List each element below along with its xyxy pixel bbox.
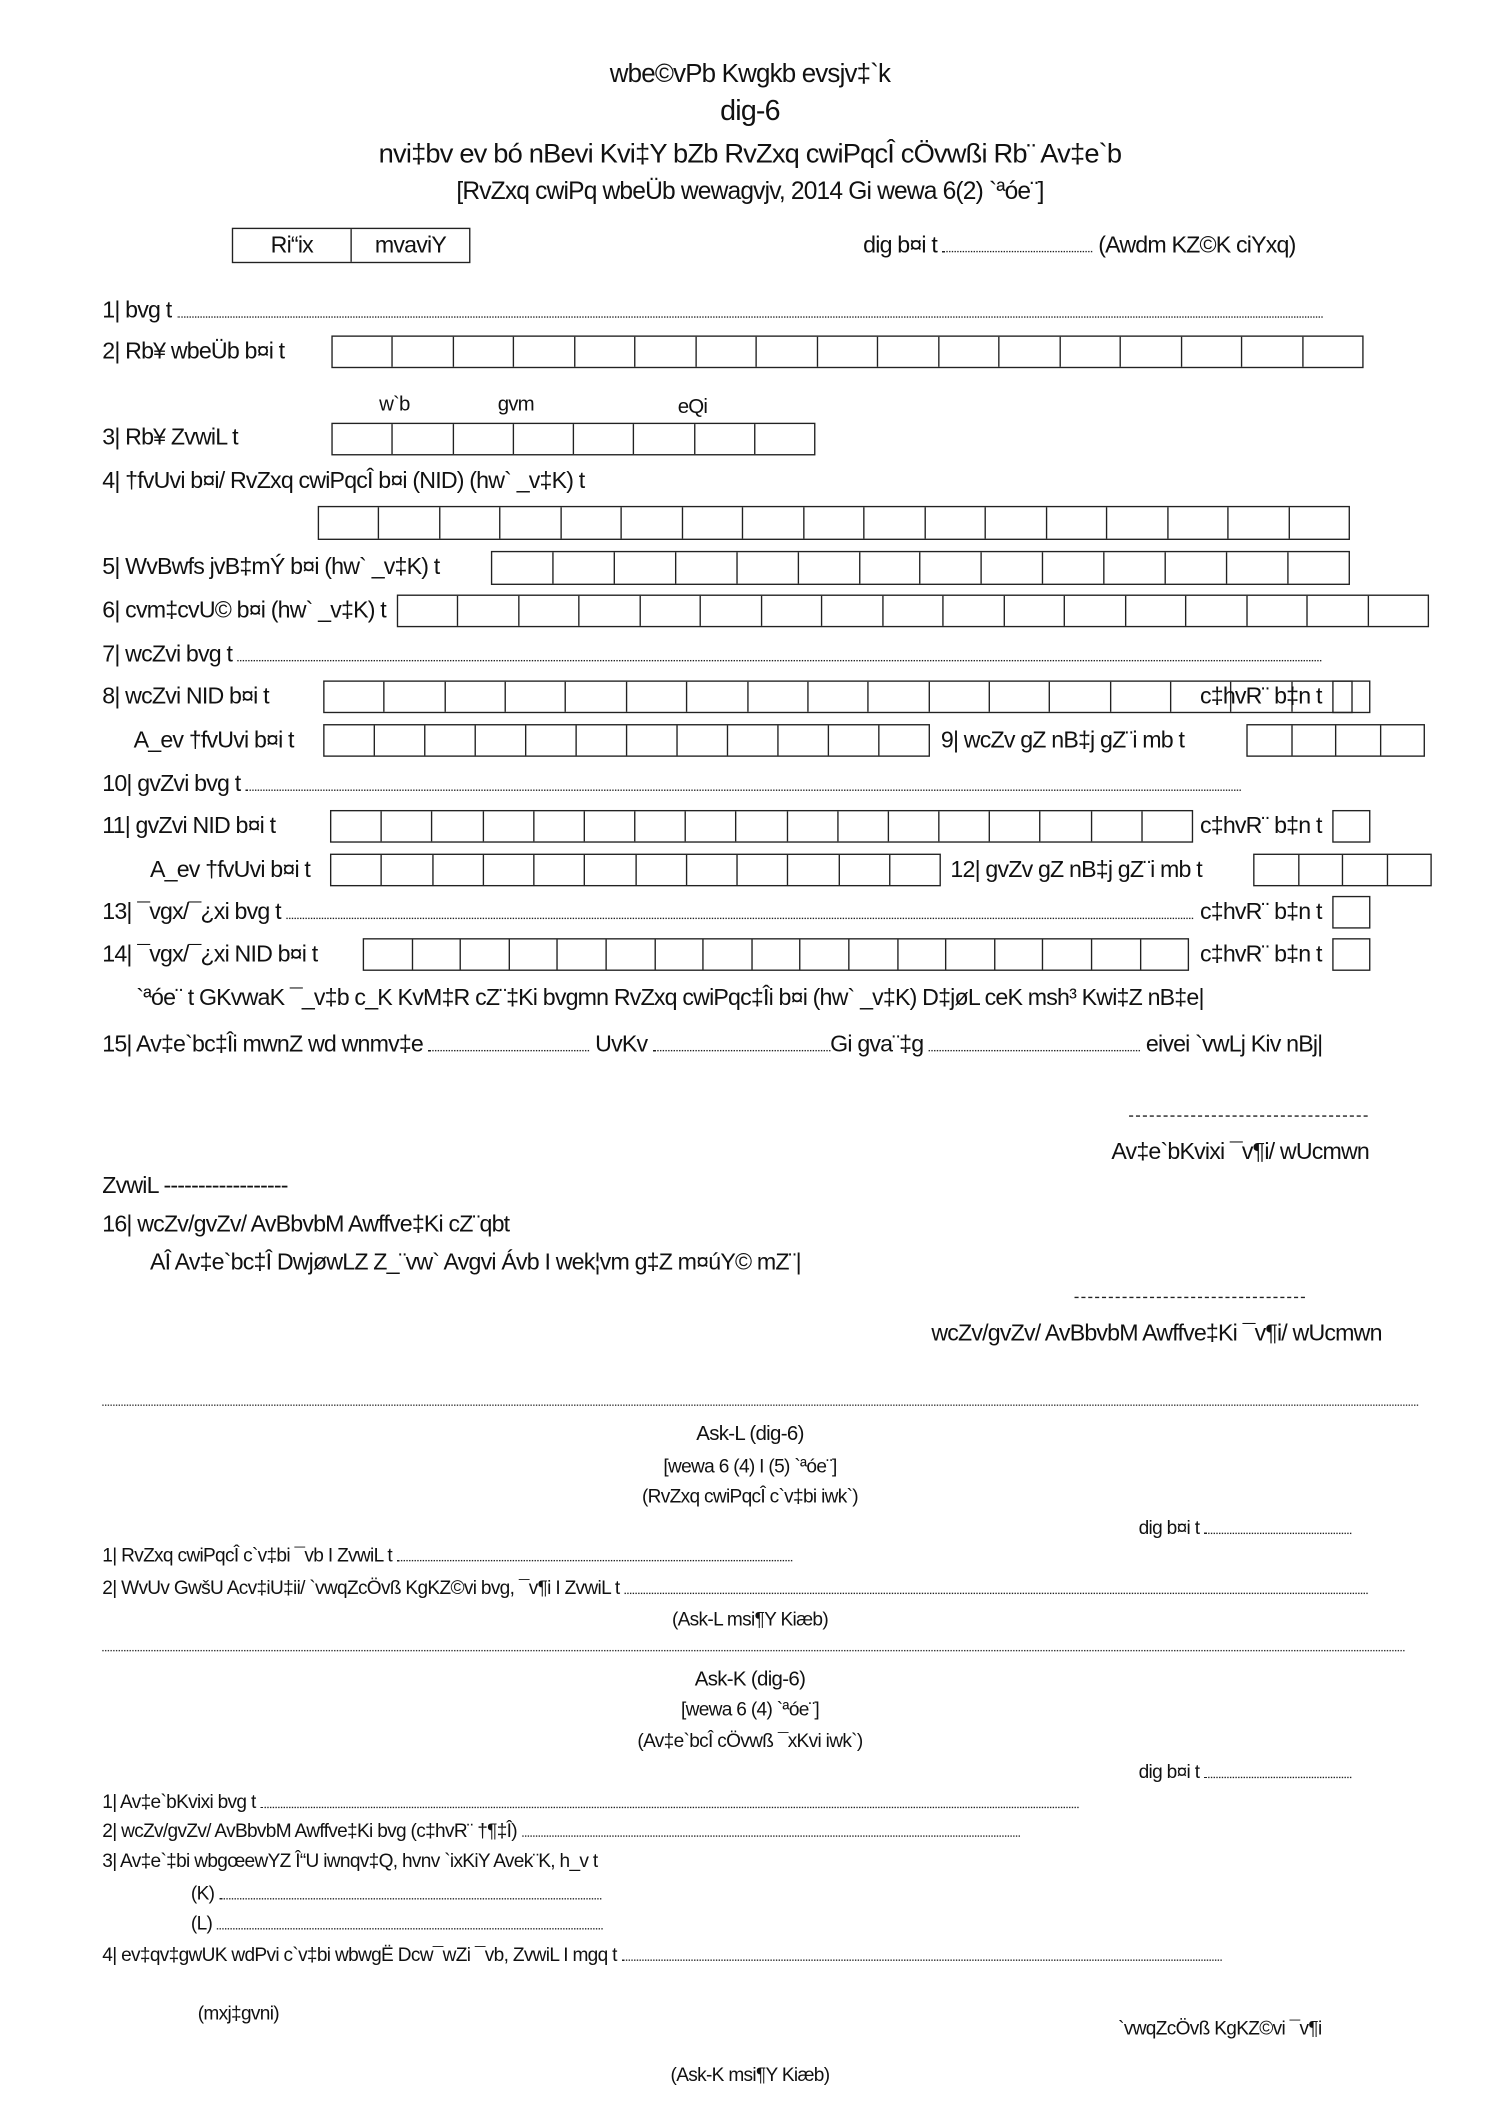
digit-box[interactable] bbox=[413, 940, 462, 970]
digit-box[interactable] bbox=[1387, 855, 1430, 885]
digit-box[interactable] bbox=[425, 725, 475, 755]
label: 4| ev‡qv‡gwUK wdPvi c`v‡bi wbwgË Dcw¯wZi ¯vb, ZvwiL I mgq t bbox=[102, 1943, 617, 1965]
digit-box[interactable] bbox=[1299, 855, 1343, 885]
father-death-year-boxes[interactable] bbox=[1246, 724, 1425, 757]
digit-box[interactable] bbox=[1105, 552, 1166, 583]
digit-box[interactable] bbox=[380, 507, 441, 538]
part-ka-item3b bbox=[191, 1909, 603, 1936]
digit-box[interactable] bbox=[382, 855, 433, 885]
input[interactable] bbox=[219, 1879, 601, 1899]
digit-box[interactable] bbox=[704, 940, 753, 970]
digit-box[interactable] bbox=[393, 424, 453, 454]
father-name-input[interactable] bbox=[238, 641, 1322, 661]
digit-box[interactable] bbox=[737, 811, 788, 841]
digit-box[interactable] bbox=[823, 596, 884, 626]
digit-box[interactable] bbox=[627, 682, 687, 712]
field-father-name bbox=[102, 641, 1322, 668]
digit-box[interactable] bbox=[325, 682, 385, 712]
field-mother-name bbox=[102, 770, 1241, 797]
digit-box[interactable] bbox=[510, 940, 559, 970]
applicant-signature-label: Av‡e`bKvixi ¯v¶i/ wUcmwn bbox=[1111, 1138, 1370, 1165]
not-applicable-label: c‡hvR¨ b‡n t bbox=[1199, 898, 1322, 925]
digit-box[interactable] bbox=[1047, 507, 1108, 538]
digit-box[interactable] bbox=[986, 507, 1047, 538]
input[interactable] bbox=[621, 1940, 1221, 1960]
digit-box[interactable] bbox=[519, 596, 580, 626]
digit-box[interactable] bbox=[683, 507, 744, 538]
digit-box[interactable] bbox=[1368, 596, 1427, 626]
digit-box[interactable] bbox=[476, 725, 526, 755]
digit-box[interactable] bbox=[580, 596, 641, 626]
digit-box[interactable] bbox=[1041, 811, 1092, 841]
digit-box[interactable] bbox=[454, 337, 515, 367]
digit-box[interactable] bbox=[622, 507, 683, 538]
digit-box[interactable] bbox=[808, 682, 868, 712]
digit-box[interactable] bbox=[501, 507, 562, 538]
digit-box[interactable] bbox=[686, 811, 737, 841]
digit-box[interactable] bbox=[459, 596, 520, 626]
digit-box[interactable] bbox=[331, 855, 382, 885]
mother-nid-boxes[interactable] bbox=[330, 810, 1193, 843]
mother-not-applicable-checkbox[interactable] bbox=[1332, 810, 1370, 843]
digit-box[interactable] bbox=[566, 682, 626, 712]
month-label: gvm bbox=[497, 392, 534, 416]
digit-box[interactable] bbox=[788, 811, 839, 841]
payment-method-input[interactable] bbox=[653, 1031, 830, 1051]
mother-name-input[interactable] bbox=[246, 770, 1241, 790]
digit-box[interactable] bbox=[514, 424, 574, 454]
fee-line bbox=[102, 1031, 1322, 1058]
not-applicable-label: c‡hvR¨ b‡n t bbox=[1199, 683, 1322, 710]
digit-box[interactable] bbox=[940, 811, 991, 841]
digit-box[interactable] bbox=[880, 725, 929, 755]
nid-label: 4| †fvUvi b¤i/ RvZxq cwiPqcÎ b¤i (NID) (hw` _v‡K) t bbox=[102, 467, 585, 494]
serial-input[interactable] bbox=[1204, 1758, 1351, 1778]
applicant-signature-line bbox=[1129, 1115, 1368, 1116]
form-title: nvi‡bv ev bó nBevi Kvi‡Y bZb RvZxq cwiPqcÎ cÖvwßi Rb¨ Av‡e`b bbox=[378, 139, 1122, 170]
digit-box[interactable] bbox=[789, 855, 840, 885]
serial-input[interactable] bbox=[1204, 1514, 1351, 1534]
digit-box[interactable] bbox=[889, 811, 940, 841]
digit-box[interactable] bbox=[325, 725, 375, 755]
label: 13| ¯vgx/¯¿xi bvg t bbox=[102, 898, 281, 925]
part-kha-subtitle: (RvZxq cwiPqcÎ c`v‡bi iwk`) bbox=[641, 1484, 858, 1507]
digit-box[interactable] bbox=[515, 337, 576, 367]
digit-box[interactable] bbox=[1000, 337, 1061, 367]
rule-reference: [RvZxq cwiPq wbeÜb wewagvjv, 2014 Gi wewa 6(2) `ªóe¨] bbox=[456, 177, 1044, 205]
digit-box[interactable] bbox=[804, 507, 865, 538]
digit-box[interactable] bbox=[829, 725, 879, 755]
driving-license-boxes[interactable] bbox=[491, 551, 1350, 585]
fee-amount-input[interactable] bbox=[429, 1031, 590, 1051]
name-input[interactable] bbox=[177, 297, 1322, 317]
input[interactable] bbox=[260, 1788, 1078, 1808]
passport-label: 6| cvm‡cvU© b¤i (hw` _v‡K) t bbox=[102, 597, 386, 624]
digit-box[interactable] bbox=[1343, 855, 1387, 885]
note-text: `ªóe¨ t GKvwaK ¯_v‡b c_K KvM‡R cZ¨‡Ki bvgmn RvZxq cwiPqc‡Îi b¤i (hw` _v‡K) D‡jøL ceK msh³ Kwi‡Z nB‡e| bbox=[136, 984, 1204, 1011]
input[interactable] bbox=[522, 1816, 1020, 1836]
label: 1| RvZxq cwiPqcÎ c`v‡bi ¯vb I ZvwiL t bbox=[102, 1543, 393, 1566]
digit-box[interactable] bbox=[939, 337, 1000, 367]
spouse-nid-label: 14| ¯vgx/¯¿xi NID b¤i t bbox=[102, 940, 318, 967]
digit-box[interactable] bbox=[995, 940, 1044, 970]
spouse-nid-not-applicable-checkbox[interactable] bbox=[1332, 938, 1370, 971]
digit-box[interactable] bbox=[921, 552, 982, 583]
label: 2| WvUv GwšU Acv‡iU‡ii/ `vwqZcÖvß KgKZ©vi bvg, ¯v¶i I ZvwiL t bbox=[102, 1576, 620, 1599]
deposited-label: eivei `vwLj Kiv nBj| bbox=[1145, 1030, 1323, 1057]
digit-box[interactable] bbox=[929, 682, 989, 712]
birth-reg-boxes[interactable] bbox=[331, 335, 1363, 368]
part-ka-item3: 3| Av‡e`‡bi wbgœewYZ Î“U iwnqv‡Q, hvnv `ixKiY Avek¨K, h_v t bbox=[102, 1849, 598, 1871]
digit-box[interactable] bbox=[636, 855, 687, 885]
birth-date-label: 3| Rb¥ ZvwiL t bbox=[102, 424, 238, 450]
digit-box[interactable] bbox=[701, 596, 762, 626]
mother-death-year-boxes[interactable] bbox=[1253, 854, 1432, 887]
part-kha-keep-note: (Ask-L msi¶Y Kiæb) bbox=[671, 1607, 829, 1630]
digit-box[interactable] bbox=[1289, 552, 1349, 583]
digit-box[interactable] bbox=[990, 682, 1050, 712]
digit-box[interactable] bbox=[1060, 337, 1121, 367]
digit-box[interactable] bbox=[577, 725, 627, 755]
digit-box[interactable] bbox=[1050, 682, 1110, 712]
digit-box[interactable] bbox=[1248, 725, 1292, 755]
digit-box[interactable] bbox=[860, 552, 921, 583]
father-death-year-label: 9| wcZv gZ nB‡j gZ¨i mb t bbox=[940, 726, 1185, 753]
digit-box[interactable] bbox=[1121, 337, 1182, 367]
digit-box[interactable] bbox=[636, 337, 697, 367]
label: 1| Av‡e`bKvixi bvg t bbox=[102, 1790, 256, 1813]
part-ka-item1 bbox=[102, 1788, 1078, 1815]
digit-box[interactable] bbox=[461, 940, 510, 970]
digit-box[interactable] bbox=[839, 855, 890, 885]
digit-box[interactable] bbox=[364, 940, 413, 970]
digit-box[interactable] bbox=[1247, 596, 1308, 626]
digit-box[interactable] bbox=[398, 596, 459, 626]
digit-box[interactable] bbox=[728, 725, 778, 755]
father-not-applicable-checkbox[interactable] bbox=[1332, 680, 1370, 713]
digit-box[interactable] bbox=[526, 725, 576, 755]
digit-box[interactable] bbox=[1242, 337, 1303, 367]
digit-box[interactable] bbox=[1336, 725, 1380, 755]
digit-box[interactable] bbox=[641, 596, 702, 626]
digit-box[interactable] bbox=[865, 507, 926, 538]
spouse-nid-boxes[interactable] bbox=[363, 938, 1189, 971]
digit-box[interactable] bbox=[799, 552, 860, 583]
digit-box[interactable] bbox=[1292, 725, 1336, 755]
digit-box[interactable] bbox=[1126, 596, 1187, 626]
digit-box[interactable] bbox=[695, 424, 755, 454]
nid-boxes[interactable] bbox=[318, 506, 1350, 540]
mother-voter-label: A_ev †fvUvi b¤i t bbox=[149, 856, 311, 883]
digit-box[interactable] bbox=[635, 811, 686, 841]
digit-box[interactable] bbox=[838, 811, 889, 841]
digit-box[interactable] bbox=[898, 940, 947, 970]
digit-box[interactable] bbox=[393, 337, 454, 367]
digit-box[interactable] bbox=[990, 811, 1041, 841]
digit-box[interactable] bbox=[1044, 940, 1093, 970]
digit-box[interactable] bbox=[433, 811, 484, 841]
digit-box[interactable] bbox=[1381, 725, 1424, 755]
part-ka-rule: [wewa 6 (4) `ªóe¨] bbox=[680, 1697, 819, 1720]
digit-box[interactable] bbox=[1289, 507, 1348, 538]
digit-box[interactable] bbox=[333, 337, 394, 367]
form-serial-label: dig b¤i t bbox=[863, 231, 938, 258]
input[interactable] bbox=[217, 1909, 603, 1929]
digit-box[interactable] bbox=[483, 811, 534, 841]
org-name: wbe©vPb Kwgkb evsjv‡`k bbox=[609, 59, 891, 89]
father-nid-label: 8| wcZvi NID b¤i t bbox=[102, 683, 269, 710]
guardian-signature-line bbox=[1075, 1297, 1305, 1298]
digit-box[interactable] bbox=[869, 682, 929, 712]
form-serial-note: (Awdm KZ©K ciYxq) bbox=[1098, 231, 1296, 258]
label: (L) bbox=[190, 1911, 213, 1934]
digit-box[interactable] bbox=[492, 552, 553, 583]
field-name bbox=[102, 297, 1322, 324]
digit-box[interactable] bbox=[1141, 940, 1188, 970]
digit-box[interactable] bbox=[878, 337, 939, 367]
digit-box[interactable] bbox=[1303, 337, 1362, 367]
day-label: w`b bbox=[379, 392, 410, 416]
digit-box[interactable] bbox=[1065, 596, 1126, 626]
birth-date-boxes[interactable] bbox=[331, 423, 815, 456]
digit-box[interactable] bbox=[627, 725, 677, 755]
digit-box[interactable] bbox=[849, 940, 898, 970]
digit-box[interactable] bbox=[678, 725, 728, 755]
label: dig b¤i t bbox=[1138, 1516, 1200, 1539]
digit-box[interactable] bbox=[574, 424, 634, 454]
digit-box[interactable] bbox=[737, 552, 798, 583]
passport-boxes[interactable] bbox=[397, 595, 1429, 628]
digit-box[interactable] bbox=[333, 424, 393, 454]
digit-box[interactable] bbox=[744, 507, 805, 538]
guardian-signature-label: wcZv/gvZv/ AvBbvbM Awffve‡Ki ¯v¶i/ wUcmwn bbox=[931, 1319, 1382, 1346]
digit-box[interactable] bbox=[801, 940, 850, 970]
digit-box[interactable] bbox=[982, 552, 1043, 583]
digit-box[interactable] bbox=[1092, 940, 1141, 970]
birth-reg-label: 2| Rb¥ wbeÜb b¤i t bbox=[102, 338, 285, 365]
officer-signature-label: `vwqZcÖvß KgKZ©vi ¯v¶i bbox=[1118, 2016, 1322, 2039]
digit-box[interactable] bbox=[752, 940, 801, 970]
part-ka-item4 bbox=[102, 1940, 1221, 1967]
digit-box[interactable] bbox=[1044, 552, 1105, 583]
digit-box[interactable] bbox=[925, 507, 986, 538]
digit-box[interactable] bbox=[585, 855, 636, 885]
digit-box[interactable] bbox=[615, 552, 676, 583]
field-spouse-name bbox=[102, 899, 1193, 926]
part-ka-title: Ask-K (dig-6) bbox=[694, 1667, 806, 1691]
part-ka-subtitle: (Av‡e`bcÎ cÖvwß ¯xKvi iwk`) bbox=[637, 1729, 863, 1751]
digit-box[interactable] bbox=[655, 940, 704, 970]
digit-box[interactable] bbox=[757, 337, 818, 367]
category-urgent[interactable]: Ri“ix bbox=[233, 229, 352, 262]
digit-box[interactable] bbox=[575, 337, 636, 367]
digit-box[interactable] bbox=[944, 596, 1005, 626]
mother-nid-label: 11| gvZvi NID b¤i t bbox=[102, 812, 276, 839]
digit-box[interactable] bbox=[607, 940, 656, 970]
digit-box[interactable] bbox=[331, 811, 382, 841]
part-kha-serial bbox=[1139, 1514, 1352, 1541]
digit-box[interactable] bbox=[562, 507, 623, 538]
form-serial-field[interactable] bbox=[943, 232, 1093, 252]
digit-box[interactable] bbox=[818, 337, 879, 367]
part-ka-keep-note: (Ask-K msi¶Y Kiæb) bbox=[670, 2063, 830, 2085]
digit-box[interactable] bbox=[1229, 507, 1290, 538]
digit-box[interactable] bbox=[1142, 811, 1191, 841]
digit-box[interactable] bbox=[762, 596, 823, 626]
digit-box[interactable] bbox=[1092, 811, 1143, 841]
label: 2| wcZv/gvZv/ AvBbvbM Awffve‡Ki bvg (c‡hvR¨ †¶‡Î) bbox=[102, 1819, 517, 1841]
digit-box[interactable] bbox=[1186, 596, 1247, 626]
part-ka-item2 bbox=[102, 1816, 1019, 1843]
digit-box[interactable] bbox=[697, 337, 758, 367]
driving-license-label: 5| WvBwfs jvB‡mÝ b¤i (hw` _v‡K) t bbox=[102, 553, 440, 580]
digit-box[interactable] bbox=[382, 811, 433, 841]
digit-box[interactable] bbox=[748, 682, 808, 712]
form-number: dig-6 bbox=[720, 95, 780, 127]
digit-box[interactable] bbox=[755, 424, 814, 454]
digit-box[interactable] bbox=[585, 811, 636, 841]
digit-box[interactable] bbox=[1111, 682, 1171, 712]
taka-label: UvKv bbox=[595, 1030, 648, 1057]
digit-box[interactable] bbox=[1227, 552, 1288, 583]
category-box bbox=[232, 228, 471, 263]
fee-label: 15| Av‡e`bc‡Îi mwnZ wd wnmv‡e bbox=[102, 1030, 423, 1057]
digit-box[interactable] bbox=[1107, 507, 1168, 538]
input[interactable] bbox=[624, 1574, 1367, 1594]
digit-box[interactable] bbox=[1255, 855, 1299, 885]
digit-box[interactable] bbox=[446, 682, 506, 712]
cut-line bbox=[102, 1650, 1404, 1651]
digit-box[interactable] bbox=[319, 507, 380, 538]
digit-box[interactable] bbox=[947, 940, 996, 970]
digit-box[interactable] bbox=[558, 940, 607, 970]
guardian-certification-text: AÎ Av‡e`bc‡Î DwjøwLZ Z_¨vw` Avgvi Ávb I wek¦vm g‡Z m¤úY© mZ¨| bbox=[149, 1249, 801, 1275]
digit-box[interactable] bbox=[1005, 596, 1066, 626]
label: 10| gvZvi bvg t bbox=[102, 770, 241, 797]
label: 7| wcZvi bvg t bbox=[102, 640, 233, 667]
part-kha-title: Ask-L (dig-6) bbox=[696, 1422, 804, 1446]
digit-box[interactable] bbox=[779, 725, 829, 755]
part-ka-serial bbox=[1139, 1758, 1352, 1785]
digit-box[interactable] bbox=[453, 424, 513, 454]
part-ka-item3a bbox=[191, 1879, 601, 1906]
digit-box[interactable] bbox=[738, 855, 789, 885]
guardian-certification-label: 16| wcZv/gvZv/ AvBbvbM Awffve‡Ki cZ¨qbt bbox=[102, 1210, 510, 1237]
digit-box[interactable] bbox=[506, 682, 566, 712]
digit-box[interactable] bbox=[1182, 337, 1243, 367]
year-label: eQi bbox=[677, 395, 708, 419]
father-voter-boxes[interactable] bbox=[323, 724, 930, 757]
digit-box[interactable] bbox=[687, 855, 738, 885]
not-applicable-label: c‡hvR¨ b‡n t bbox=[1199, 940, 1322, 967]
digit-box[interactable] bbox=[890, 855, 939, 885]
digit-box[interactable] bbox=[385, 682, 445, 712]
payee-input[interactable] bbox=[929, 1031, 1140, 1051]
digit-box[interactable] bbox=[1168, 507, 1229, 538]
seal-label: (mxj‡gvni) bbox=[197, 2001, 279, 2024]
digit-box[interactable] bbox=[535, 855, 586, 885]
part-kha-item1 bbox=[102, 1541, 792, 1568]
digit-box[interactable] bbox=[554, 552, 615, 583]
label: (K) bbox=[190, 1881, 215, 1904]
mother-voter-boxes[interactable] bbox=[330, 854, 941, 887]
digit-box[interactable] bbox=[375, 725, 425, 755]
not-applicable-label: c‡hvR¨ b‡n t bbox=[1199, 812, 1322, 839]
category-normal[interactable]: mvaviY bbox=[374, 231, 446, 258]
digit-box[interactable] bbox=[1308, 596, 1369, 626]
digit-box[interactable] bbox=[687, 682, 747, 712]
father-nid-boxes[interactable] bbox=[323, 680, 1353, 713]
via-label: Gi gva¨‡g bbox=[830, 1030, 924, 1057]
mother-death-year-label: 12| gvZv gZ nB‡j gZ¨i mb t bbox=[950, 856, 1202, 883]
digit-box[interactable] bbox=[676, 552, 737, 583]
digit-box[interactable] bbox=[484, 855, 535, 885]
part-kha-item2 bbox=[102, 1574, 1367, 1601]
label: dig b¤i t bbox=[1138, 1760, 1200, 1783]
input[interactable] bbox=[397, 1541, 792, 1561]
spouse-name-input[interactable] bbox=[286, 899, 1193, 919]
digit-box[interactable] bbox=[534, 811, 585, 841]
cut-line bbox=[102, 1405, 1418, 1406]
label: 1| bvg t bbox=[102, 297, 172, 324]
part-kha-rule: [wewa 6 (4) I (5) `ªóe¨] bbox=[663, 1454, 837, 1477]
digit-box[interactable] bbox=[883, 596, 944, 626]
digit-box[interactable] bbox=[1166, 552, 1227, 583]
father-voter-label: A_ev †fvUvi b¤i t bbox=[133, 726, 294, 753]
digit-box[interactable] bbox=[440, 507, 501, 538]
spouse-name-not-applicable-checkbox[interactable] bbox=[1332, 896, 1370, 929]
form-serial bbox=[863, 232, 1295, 259]
date-label: ZvwiL ------------------ bbox=[102, 1172, 288, 1199]
digit-box[interactable] bbox=[634, 424, 694, 454]
digit-box[interactable] bbox=[433, 855, 484, 885]
